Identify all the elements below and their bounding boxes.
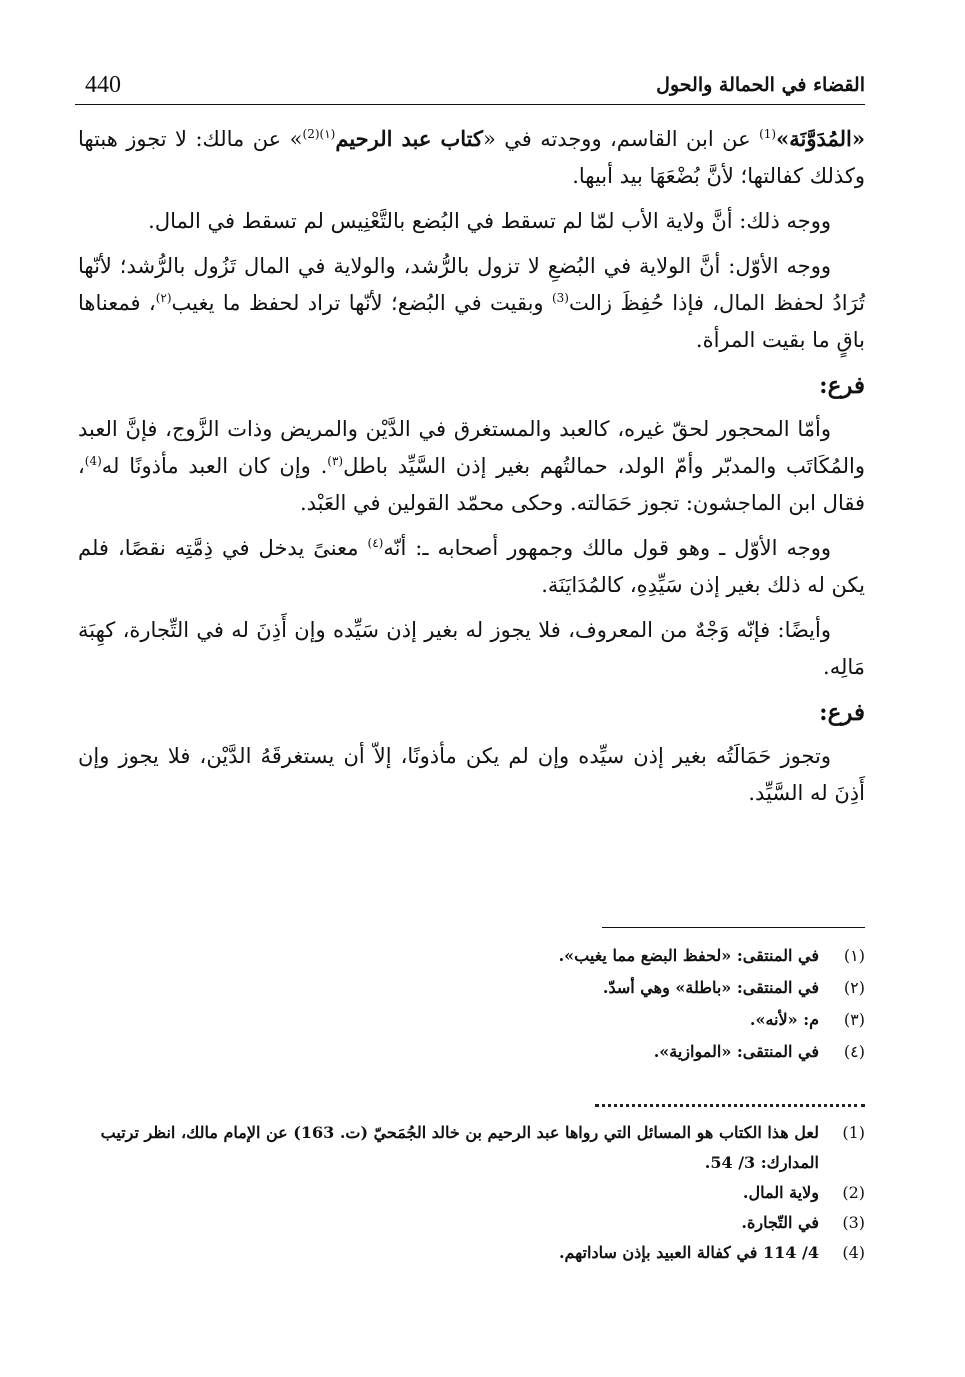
footnote-item — [78, 972, 865, 1004]
footnote-number: (٢) — [843, 978, 865, 997]
paragraph-text: ، فقال ابن الماجشون: تجوز حَمَالته. وحكى محمّد القولين في العَبْد. — [78, 454, 865, 515]
section-heading-far-2: فرع: — [819, 699, 865, 726]
editor-note-number: (1) — [842, 1123, 865, 1142]
paragraph-1 — [78, 120, 865, 195]
paragraph-5 — [78, 530, 865, 604]
paragraph-7: وتجوز حَمَالَتُه بغير إذن سيِّده وإن لم يكن مأذونًا، إلاّ أن يستغرقَهُ الدَّيْن، فلا يجوز وإن أَذِنَ له السَّيِّد. — [78, 744, 865, 805]
editor-notes-rule — [595, 1104, 865, 1107]
editor-notes — [92, 1118, 865, 1268]
paragraph-text: . وإن كان العبد مأذونًا له — [101, 454, 328, 478]
editor-note-item — [92, 1118, 865, 1178]
paragraph-text: وأمّا المحجور لحقّ غيره، كالعبد والمستغرق في الدَّيْن والمريض وذات الزَّوج، فإنَّ العبد والمُكَاتَب والمدبّر وأمّ الولد، حمالتُهم بغير إذن السَّيِّد باطل — [78, 417, 865, 478]
footnote-ref: (١)(2) — [302, 127, 336, 141]
footnote-ref: (1) — [759, 127, 777, 141]
footnote-number: (٣) — [843, 1010, 865, 1029]
main-text — [78, 120, 865, 820]
editor-note-item — [92, 1238, 865, 1268]
paragraph-2: ووجه ذلك: أنَّ ولاية الأب لمّا لم تسقط في البُضع بالتَّعْنِيس لم تسقط في المال. — [148, 209, 831, 233]
page-number: 440 — [85, 72, 121, 98]
editor-note-text: لعل هذا الكتاب هو المسائل التي رواها عبد الرحيم بن خالد الجُمَحيّ (ت. 163) عن الإمام مالك، انظر ترتيب المدارك: 3/ 54. — [100, 1123, 819, 1172]
editor-note-number: (4) — [842, 1243, 865, 1262]
editor-note-text: في التّجارة. — [741, 1213, 819, 1232]
paragraph-text: عن ابن القاسم، ووجدته في « — [482, 127, 760, 151]
footnote-ref: (٣) — [327, 454, 344, 468]
footnotes — [78, 940, 865, 1068]
footnote-item — [78, 940, 865, 972]
book-title-mudawwana: «المُدَوَّنَة» — [776, 126, 865, 151]
paragraph-text: ووجه الأوّل: أنَّ الولاية في البُضعِ لا تزول بالرُّشد، والولاية في المال تَزُول بالرُّشد؛ لأنّها تُرَادُ لحفظ المال، فإذا حُفِظَ زالت — [78, 254, 865, 315]
page-header — [75, 72, 865, 106]
paragraph-text: ، فمعناها باقٍ ما بقيت المرأة. — [78, 291, 865, 352]
paragraph-6: وأيضًا: فإنّه وَجْهٌ من المعروف، فلا يجوز له بغير إذن سَيِّده وإن أَذِنَ له في التِّجارة، كهِبَة مَالِه. — [78, 618, 865, 679]
paragraph-text: معنىً يدخل في ذِمَّتِه نقصًا، فلم يكن له ذلك بغير إذن سَيِّدِهِ، كالمُدَايَنَة. — [78, 536, 865, 597]
footnote-item — [78, 1036, 865, 1068]
editor-note-number: (3) — [842, 1213, 865, 1232]
paragraph-text: » عن مالك: لا تجوز هبتها وكذلك كفالتها؛ لأنَّ بُضْعَهَا بيد أبيها. — [78, 127, 865, 188]
footnote-ref: (٢) — [155, 291, 172, 305]
footnote-ref: (٤) — [367, 536, 384, 550]
editor-note-number: (2) — [842, 1183, 865, 1202]
footnote-text: في المنتقى: «لحفظ البضع مما يغيب». — [558, 946, 819, 965]
footnote-text: في المنتقى: «باطلة» وهي أسدّ. — [602, 978, 819, 997]
paragraph-4 — [78, 411, 865, 522]
footnote-item — [78, 1004, 865, 1036]
footnote-rule — [602, 927, 865, 928]
paragraph-text: ووجه الأوّل ـ وهو قول مالك وجمهور أصحابه ـ: أنّه — [383, 536, 831, 560]
paragraph-text: وبقيت في البُضع؛ لأنّها تراد لحفظ ما يغيب — [171, 291, 552, 315]
footnote-number: (١) — [843, 946, 865, 965]
editor-note-text: 4/ 114 في كفالة العبيد بإذن ساداتهم. — [558, 1243, 819, 1262]
paragraph-3 — [78, 248, 865, 359]
header-rule — [75, 104, 865, 105]
footnote-number: (٤) — [843, 1042, 865, 1061]
editor-note-item — [92, 1208, 865, 1238]
book-title-abd-alrahim: كتاب عبد الرحيم — [335, 126, 483, 151]
editor-note-text: ولاية المال. — [742, 1183, 819, 1202]
footnote-text: في المنتقى: «الموازية». — [653, 1042, 819, 1061]
footnote-ref: (4) — [84, 454, 102, 468]
footnote-ref: (3) — [551, 291, 569, 305]
footnote-text: م: «لأنه». — [749, 1010, 819, 1029]
section-heading-far: فرع: — [819, 372, 865, 399]
running-title: القضاء في الحمالة والحول — [656, 74, 865, 96]
editor-note-item — [92, 1178, 865, 1208]
